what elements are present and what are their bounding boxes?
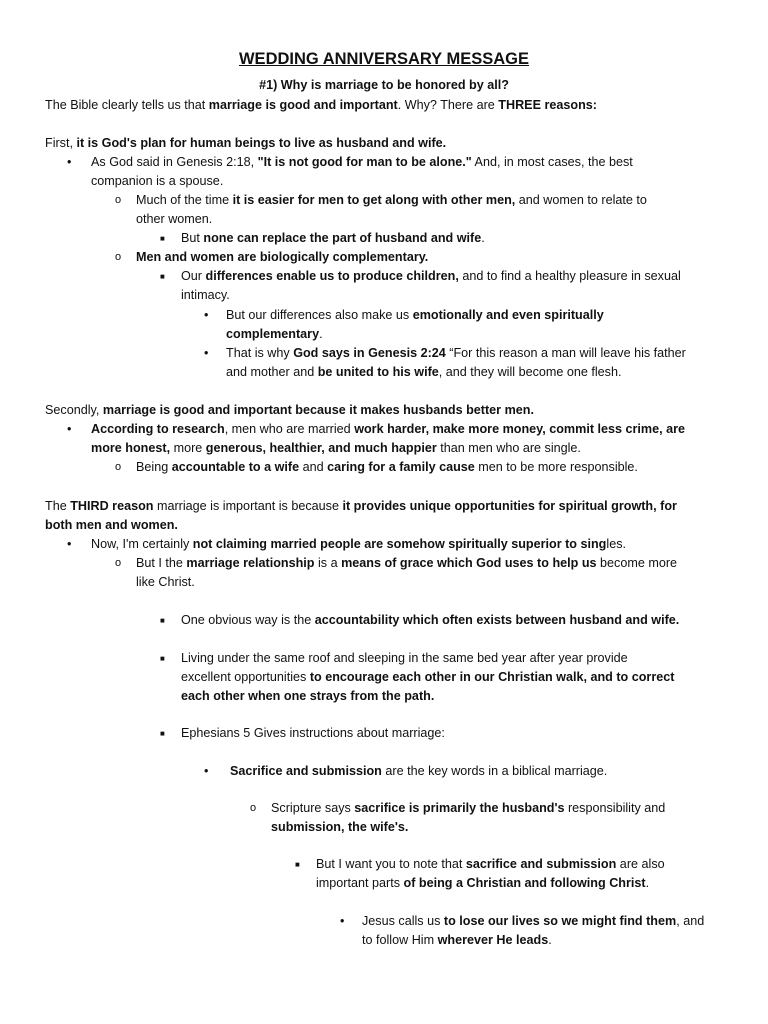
- text-line-l33: [316, 874, 649, 893]
- text-run: .: [481, 231, 485, 245]
- text-run: The: [45, 499, 71, 513]
- list-bullet: •: [67, 422, 72, 436]
- text-line-l3: [91, 153, 633, 172]
- list-bullet: •: [67, 155, 72, 169]
- text-run: But I want you to note that: [316, 857, 466, 871]
- bold-text: none can replace the part of husband and wife: [203, 231, 482, 245]
- list-bullet: o: [115, 557, 122, 569]
- bold-text: marriage relationship: [186, 556, 315, 570]
- text-line-l4: [91, 172, 223, 191]
- text-run: to follow Him: [362, 933, 438, 947]
- text-run: and: [299, 460, 328, 474]
- text-line-l6: [136, 210, 212, 229]
- bold-text: marriage is good and important because it makes husbands better men.: [102, 403, 534, 417]
- bold-text: accountable to a wife: [171, 460, 300, 474]
- text-run: The Bible clearly tells us that: [45, 98, 209, 112]
- bold-text: Sacrifice and submission: [230, 764, 382, 778]
- text-run: companion is a spouse.: [91, 174, 224, 188]
- text-run: But our differences also make us: [226, 308, 413, 322]
- list-bullet: o: [250, 802, 257, 814]
- list-bullet: o: [115, 194, 122, 206]
- text-run: Being: [136, 460, 172, 474]
- text-run: One obvious way is the: [181, 613, 315, 627]
- bold-text: to encourage each other in our Christian walk, and to correct: [309, 670, 675, 684]
- bold-text: both men and women.: [45, 518, 178, 532]
- text-run: les.: [606, 537, 626, 551]
- text-run: And, in most cases, the best: [471, 155, 633, 169]
- text-run: and to find a healthy pleasure in sexual: [458, 269, 681, 283]
- bold-text: sacrifice and submission: [465, 857, 617, 871]
- text-line-l23: [136, 573, 195, 592]
- bold-text: means of grace which God uses to help us: [341, 556, 597, 570]
- text-run: more: [170, 441, 206, 455]
- text-line-l19: [45, 497, 677, 516]
- text-run: men to be more responsible.: [474, 460, 638, 474]
- text-run: But: [181, 231, 204, 245]
- list-bullet: •: [204, 346, 209, 360]
- text-run: .: [548, 933, 552, 947]
- list-bullet: ■: [160, 729, 165, 738]
- text-run: , men who are married: [224, 422, 355, 436]
- list-bullet: o: [115, 461, 122, 473]
- section-heading: #1) Why is marriage to be honored by all?: [259, 78, 509, 92]
- text-run: become more: [596, 556, 678, 570]
- text-line-l21: [91, 535, 626, 554]
- text-run: First,: [45, 136, 77, 150]
- text-line-l27: [181, 687, 434, 706]
- list-bullet: ■: [160, 234, 165, 243]
- bold-text: God says in Genesis 2:24: [293, 346, 446, 360]
- text-run: are also: [616, 857, 665, 871]
- bold-text: sacrifice is primarily the husband's: [354, 801, 565, 815]
- list-bullet: ■: [160, 654, 165, 663]
- text-line-l28: [181, 724, 445, 743]
- bold-text: complementary: [226, 327, 320, 341]
- list-bullet: •: [340, 914, 345, 928]
- list-bullet: •: [204, 764, 209, 778]
- list-bullet: o: [115, 251, 122, 263]
- text-run: excellent opportunities: [181, 670, 310, 684]
- text-run: .: [645, 876, 650, 890]
- text-line-l14: [226, 363, 621, 382]
- text-line-l29: [230, 762, 607, 781]
- text-line-l25: [181, 649, 628, 668]
- bold-text: not claiming married people are somehow spiritually superior to sing: [192, 537, 607, 551]
- bold-text: "It is not good for man to be alone.": [257, 155, 472, 169]
- bold-text: THIRD reason: [70, 499, 154, 513]
- text-line-l13: [226, 344, 686, 363]
- text-run: , and they will become one flesh.: [438, 365, 622, 379]
- bold-text: be united to his wife: [317, 365, 439, 379]
- text-line-l12: [226, 325, 323, 344]
- text-line-l34: [362, 912, 704, 931]
- text-run: .: [319, 327, 323, 341]
- text-line-l5: [136, 191, 647, 210]
- text-line-l8: [136, 248, 428, 267]
- bold-text: of being a Christian and following Christ: [403, 876, 646, 890]
- list-bullet: ■: [160, 616, 165, 625]
- text-run: Jesus calls us: [362, 914, 444, 928]
- bold-text: generous, healthier, and much happier: [205, 441, 437, 455]
- bold-text: wherever He leads: [437, 933, 549, 947]
- text-run: important parts: [316, 876, 404, 890]
- text-run: Living under the same roof and sleeping in the same bed year after year provide: [181, 651, 628, 665]
- list-bullet: •: [67, 537, 72, 551]
- text-line-l11: [226, 306, 604, 325]
- bold-text: to lose our lives so we might find them: [443, 914, 677, 928]
- list-bullet: ■: [160, 272, 165, 281]
- text-line-l18: [136, 458, 638, 477]
- text-run: Our: [181, 269, 206, 283]
- bold-text: THREE reasons:: [498, 98, 597, 112]
- bold-text: it is easier for men to get along with other men,: [232, 193, 516, 207]
- text-run: and mother and: [226, 365, 318, 379]
- text-run: Secondly,: [45, 403, 103, 417]
- bold-text: submission, the wife's.: [271, 820, 409, 834]
- bold-text: accountability which often exists between husband and wife.: [314, 613, 680, 627]
- list-bullet: •: [204, 308, 209, 322]
- bold-text: differences enable us to produce children,: [205, 269, 459, 283]
- bold-text: According to research: [91, 422, 225, 436]
- text-line-l35: [362, 931, 552, 950]
- text-run: like Christ.: [136, 575, 195, 589]
- text-run: But I the: [136, 556, 187, 570]
- text-run: than men who are single.: [436, 441, 581, 455]
- page-title: WEDDING ANNIVERSARY MESSAGE: [238, 50, 529, 68]
- text-line-l10: [181, 286, 230, 305]
- bold-text: Men and women are biologically complementary.: [136, 250, 429, 264]
- text-line-l31: [271, 818, 408, 837]
- bold-text: caring for a family cause: [327, 460, 475, 474]
- text-line-l17: [91, 439, 581, 458]
- bold-text: work harder, make more money, commit less crime, are: [354, 422, 686, 436]
- text-run: intimacy.: [181, 288, 230, 302]
- text-line-l16: [91, 420, 685, 439]
- text-line-l30: [271, 799, 665, 818]
- text-run: responsibility and: [564, 801, 666, 815]
- text-run: Much of the time: [136, 193, 233, 207]
- text-run: Now, I'm certainly: [91, 537, 193, 551]
- text-run: That is why: [226, 346, 294, 360]
- text-line-l20: [45, 516, 178, 535]
- bold-text: more honest,: [91, 441, 171, 455]
- text-line-l22: [136, 554, 677, 573]
- text-run: and women to relate to: [515, 193, 647, 207]
- text-run: Ephesians 5 Gives instructions about marriage:: [181, 726, 445, 740]
- text-line-l9: [181, 267, 681, 286]
- bold-text: each other when one strays from the path.: [181, 689, 435, 703]
- text-run: “For this reason a man will leave his father: [445, 346, 686, 360]
- text-run: marriage is important is because: [153, 499, 343, 513]
- text-line-l32: [316, 855, 665, 874]
- text-run: . Why? There are: [397, 98, 499, 112]
- text-run: is a: [314, 556, 342, 570]
- text-line-l2: [45, 134, 446, 153]
- text-line-l26: [181, 668, 674, 687]
- bold-text: it is God's plan for human beings to live as husband and wife.: [76, 136, 447, 150]
- list-bullet: ■: [295, 860, 300, 869]
- text-run: As God said in Genesis 2:18,: [91, 155, 258, 169]
- bold-text: marriage is good and important: [208, 98, 398, 112]
- text-line-l24: [181, 611, 679, 630]
- text-line-l15: [45, 401, 534, 420]
- bold-text: emotionally and even spiritually: [412, 308, 604, 322]
- text-line-l7: [181, 229, 485, 248]
- text-run: are the key words in a biblical marriage.: [381, 764, 608, 778]
- text-run: , and: [676, 914, 705, 928]
- text-run: Scripture says: [271, 801, 355, 815]
- text-run: other women.: [136, 212, 213, 226]
- bold-text: it provides unique opportunities for spiritual growth, for: [342, 499, 677, 513]
- text-line-l1: [45, 96, 597, 115]
